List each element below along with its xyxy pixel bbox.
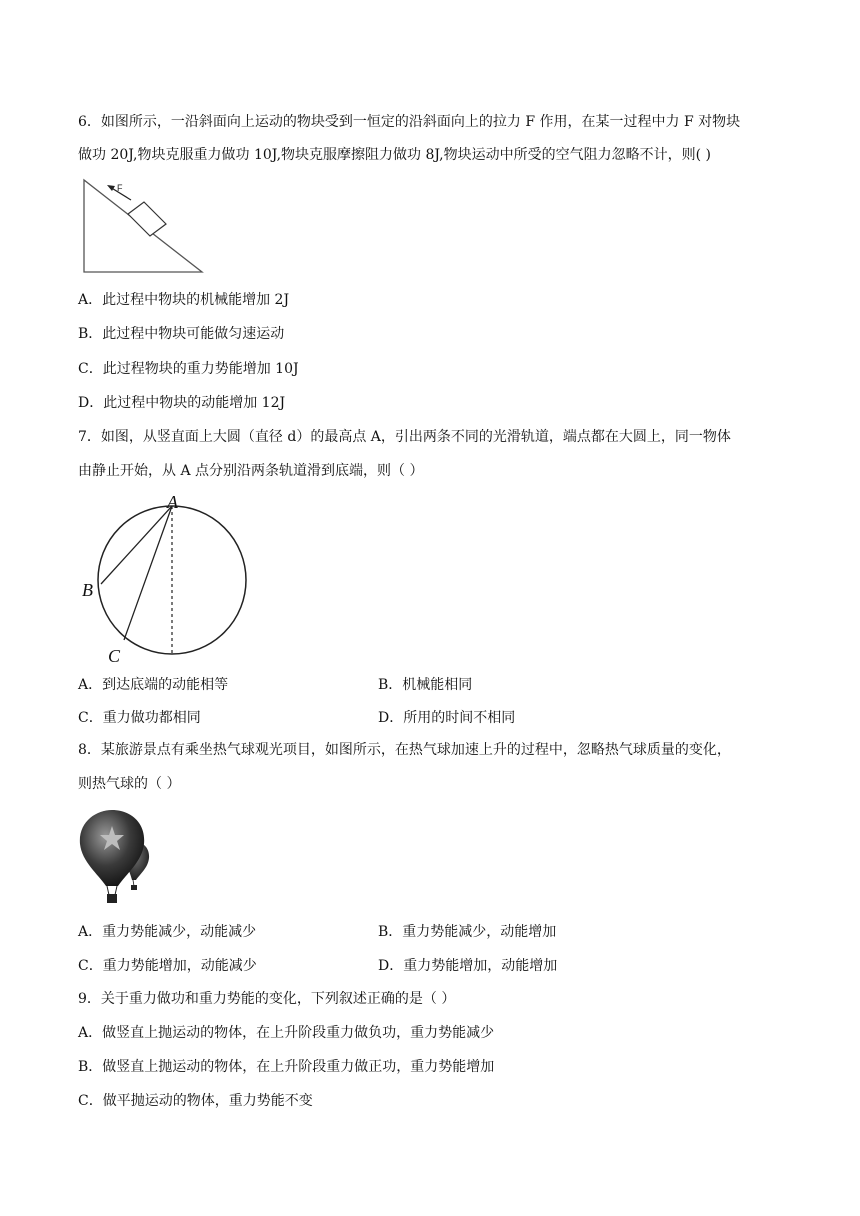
q9-option-a: A．做竖直上抛运动的物体，在上升阶段重力做负功，重力势能减少	[78, 1025, 495, 1041]
q7-option-a: A．到达底端的动能相等	[78, 677, 229, 693]
q8-hot-air-balloon-image	[74, 808, 154, 908]
q9-option-c: C．做平抛运动的物体，重力势能不变	[78, 1093, 313, 1109]
q6-option-b: B．此过程中物块可能做匀速运动	[78, 326, 285, 342]
q7-point-a-label: A	[167, 492, 178, 512]
q8-stem-line1: 8．某旅游景点有乘坐热气球观光项目，如图所示，在热气球加速上升的过程中，忽略热气球质量的变化，	[78, 742, 731, 758]
q8-option-b: B．重力势能减少，动能增加	[378, 924, 557, 940]
q6-force-label: F	[117, 183, 123, 193]
q8-stem-line2: 则热气球的（ ）	[78, 776, 181, 792]
q7-option-c: C．重力做功都相同	[78, 710, 201, 726]
q7-option-d: D．所用的时间不相同	[378, 710, 516, 726]
q8-option-c: C．重力势能增加，动能减少	[78, 958, 257, 974]
q6-option-d: D．此过程中物块的动能增加 12J	[78, 395, 286, 411]
q9-stem: 9．关于重力做功和重力势能的变化，下列叙述正确的是（ ）	[78, 991, 456, 1007]
q8-option-d: D．重力势能增加，动能增加	[378, 958, 558, 974]
q6-incline-figure	[80, 176, 206, 276]
q7-option-b: B．机械能相同	[378, 677, 473, 693]
q7-point-b-label: B	[82, 580, 93, 600]
q6-stem-line1: 6．如图所示，一沿斜面向上运动的物块受到一恒定的沿斜面向上的拉力 F 作用，在某一过程中力 F 对物块	[78, 114, 741, 130]
q8-option-a: A．重力势能减少，动能减少	[78, 924, 257, 940]
q6-option-a: A．此过程中物块的机械能增加 2J	[78, 292, 290, 308]
q7-point-c-label: C	[108, 646, 121, 666]
q6-option-c: C．此过程物块的重力势能增加 10J	[78, 361, 299, 377]
q7-circle-figure	[76, 490, 252, 666]
q9-option-b: B．做竖直上抛运动的物体，在上升阶段重力做正功，重力势能增加	[78, 1059, 495, 1075]
q7-stem-line1: 7．如图，从竖直面上大圆（直径 d）的最高点 A，引出两条不同的光滑轨道，端点都在大圆上，同一物体	[78, 429, 731, 445]
q7-stem-line2: 由静止开始，从 A 点分别沿两条轨道滑到底端，则（ ）	[78, 463, 424, 479]
q6-stem-line2: 做功 20J,物块克服重力做功 10J,物块克服摩擦阻力做功 8J,物块运动中所受的空气阻力忽略不计，则( )	[78, 147, 711, 163]
